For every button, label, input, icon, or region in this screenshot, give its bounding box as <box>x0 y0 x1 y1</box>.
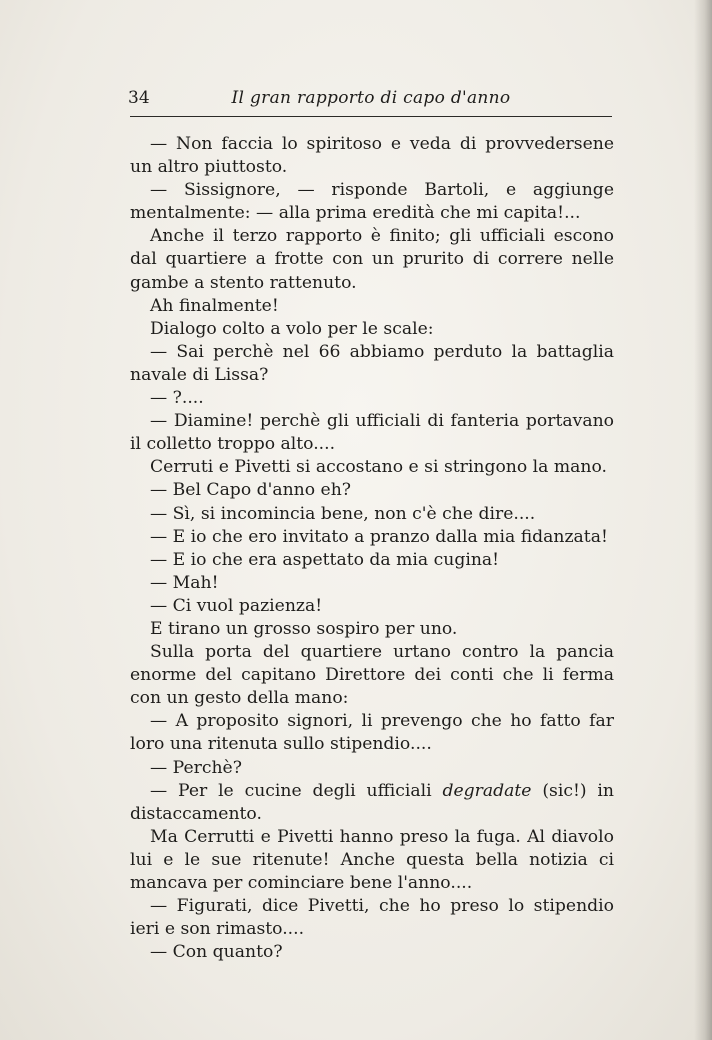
paragraph: Ah finalmente! <box>150 295 279 316</box>
paragraph: Anche il terzo rapporto è finito; gli ufficiali escono dal quartiere a frotte con un prurito di correre nelle gambe a stento rattenuto. <box>130 226 614 293</box>
paragraph: E tirano un grosso sospiro per uno. <box>150 618 458 639</box>
text-run: — Per le cucine degli ufficiali <box>150 780 443 801</box>
italic-word: degradate <box>442 780 532 801</box>
paragraph: Ma Cerrutti e Pivetti hanno preso la fuga. Al diavolo lui e le sue ritenute! Anche questa bella notizia ci mancava per cominciare bene l'anno.... <box>130 826 614 893</box>
header-rule <box>130 116 612 117</box>
paragraph: — E io che ero invitato a pranzo dalla mia fidanzata! <box>150 526 608 547</box>
page-header <box>128 88 614 112</box>
text-run: (sic!) in distaccamento. <box>130 780 614 824</box>
page-number: 34 <box>128 88 150 108</box>
paragraph: — A proposito signori, li prevengo che ho fatto far loro una ritenuta sullo stipendio.... <box>130 711 614 755</box>
paragraph: — Diamine! perchè gli ufficiali di fanteria portavano il colletto troppo alto.... <box>130 411 614 455</box>
paragraph: — E io che era aspettato da mia cugina! <box>150 549 500 570</box>
paragraph: — Figurati, dice Pivetti, che ho preso lo stipendio ieri e son rimasto.... <box>130 896 614 940</box>
paragraph <box>130 780 614 826</box>
paragraph: — Ci vuol pazienza! <box>150 595 323 616</box>
paragraph: Dialogo colto a volo per le scale: <box>150 318 434 339</box>
paragraph: — Con quanto? <box>150 942 283 963</box>
paragraph: — Non faccia lo spiritoso e veda di provvedersene un altro piuttosto. <box>130 134 614 178</box>
paragraph: — Sissignore, — risponde Bartoli, e aggiunge mentalmente: — alla prima eredità che mi capita!... <box>130 180 614 224</box>
page-edge-shadow <box>694 0 712 1040</box>
paragraph: — Mah! <box>150 572 219 593</box>
running-title: Il gran rapporto di capo d'anno <box>231 88 511 108</box>
paragraph: Cerruti e Pivetti si accostano e si stringono la mano. <box>150 457 608 478</box>
paragraph: — Sì, si incomincia bene, non c'è che dire.... <box>150 503 536 524</box>
paragraph: — ?.... <box>150 388 204 409</box>
paragraph: — Sai perchè nel 66 abbiamo perduto la battaglia navale di Lissa? <box>130 341 614 385</box>
paragraph: Sulla porta del quartiere urtano contro la pancia enorme del capitano Direttore dei conti che li ferma con un gesto della mano: <box>130 642 614 709</box>
paragraph: — Perchè? <box>150 757 242 778</box>
paragraph: — Bel Capo d'anno eh? <box>150 480 352 501</box>
body-text <box>130 133 614 964</box>
